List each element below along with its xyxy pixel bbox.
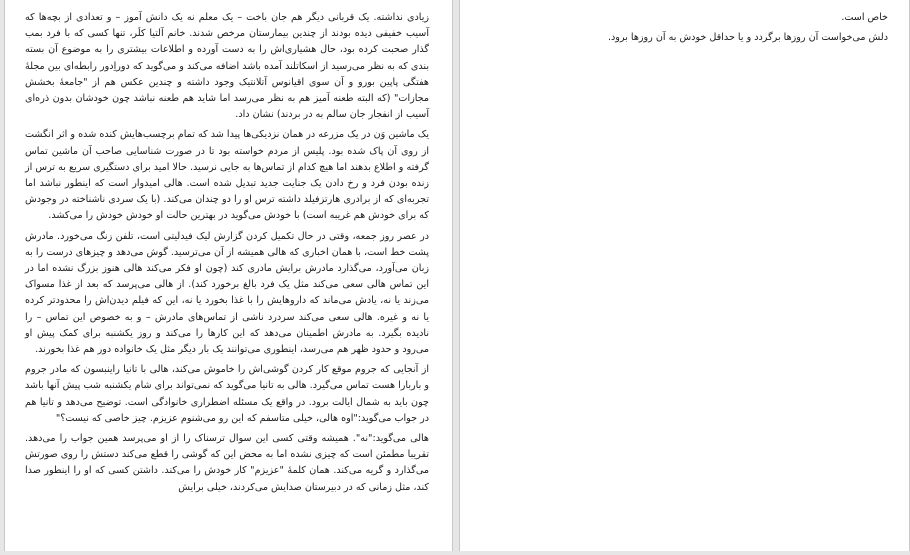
left-page (4, 0, 453, 551)
paragraph: یک ماشین وَن در یک مزرعه در همان نزدیکی‌ها پیدا شد که تمام برچسب‌هایش کنده شده و اثر انگشت از روی آن پاک شده بود. پلیس از مردم خواسته بود تا در صورت شناسایی صاحب آن ماشین تماس گرفته و اطلاع بدهند اما هیچ کدام از تماس‌ها به جایی نرسید. حالا امید برای دستگیری سریع به ترس از زنده بودن فرد و رخ دادن یک جنایت جدید تبدیل شده است. هالی امیدوار است که اینطور نباشد اما تجربه‌ای که از برادری هارتزفیلد داشته ترس او را دو چندان می‌کند. (با یک سردی ناشناخته در وجودش که برای خودش هم غریبه است) با خودش می‌گوید در بهترین حالت او خودش خودش را می‌کشد. (25, 129, 429, 222)
paragraph: زیادی نداشته. یک قربانی دیگر هم جان باخت – یک معلم نه یک دانش آموز – و تعدادی از بچه‌ها که آسیب خفیفی دیده بودند از چندین بیمارستان مرخص شدند. خانم آلتیا کلَر، تنها کسی که با فرد بمب گذار صحبت کرده بود، حال هشیاری‌اش را به دست آورده و اطلاعات بیشتری را به موضوع آن بسته بندی که به نظر می‌رسید از اسکاتلند آمده باشد اضافه می‌کند و می‌گوید که دوراِدور رابطه‌ای بین مجلهٔ هفتگی پاپین بورو و آن سوی اقیانوس آتلانتیک وجود داشته و چندین عکس هم از "جامعهٔ بخشش مجازات" (که البته طعنه آمیز هم به نظر می‌رسد اما شاید هم طعنه نباشد چون خودشان بدون ذره‌ای آسیب از انفجار جان سالم به در بردند) نشان داد. (25, 12, 429, 121)
paragraph: خاص است. (841, 12, 888, 23)
paragraph: هالی می‌گوید:"نه". همیشه وقتی کسی این سوال ترسناک را از او می‌پرسد همین جواب را می‌دهد. تقریبا مطمئن است که چیزی نشده اما به محض این که گوشی را قطع می‌کند دستش را روی صورتش می‌گذارد و گریه می‌کند. همان کلمهٔ "عزیزم" کار خودش را می‌کند. داشتن کسی که او را اینطور صدا کند، مثل زمانی که در دبیرستان صدایش می‌کردند، خیلی برایش (25, 433, 429, 493)
left-page-text (25, 10, 429, 500)
paragraph: از آنجایی که جروم موقع کار کردن گوشی‌اش را خاموش می‌کند، هالی با تانیا راینبسون که مادر جروم و باربارا هست تماس می‌گیرد. هالی به تانیا می‌گوید که نمی‌تواند برای شام یکشنبه شب پیش آنها باشد چون باید به شمال ایالت برود. در واقع یک مسئله اضطراری خانوادگی است. توضیح می‌دهد و تانیا هم در جواب می‌گوید:"اوه هالی، خیلی متاسفم که این رو می‌شنوم عزیزم. چیز خاصی که نیست؟" (25, 364, 429, 424)
right-page-text (476, 10, 888, 50)
right-page (459, 0, 910, 551)
paragraph: در عصر روز جمعه، وقتی در حال تکمیل کردن گزارش لیک فیدلیتی است، تلفن زنگ می‌خورد. مادرش پشت خط است، با همان اخباری که هالی همیشه از آن می‌ترسید. گوش می‌دهد و چیزهای درست را به زبان می‌آورد، می‌گذارد مادرش برایش مادری کند (چون او فکر می‌کند هالی هنوز بزرگ نشده اما در این تماس هالی سعی می‌کند مثل یک فرد بالغ برخورد کند). از هالی می‌پرسد که بعد از غذا مسواک می‌زند یا نه، یادش می‌ماند که داروهایش را با غذا بخورد یا نه، این که فیلم دیدن‌اش را محدودتر کرده یا نه و غیره. هالی سعی می‌کند سردرد ناشی از تماس‌های مادرش – و به خصوص این تماس – را نادیده بگیرد. به مادرش اطمینان می‌دهد که این کارها را می‌کند و روز یکشنبه برای کمک پیش او می‌رود و حدود ظهر هم می‌رسد، اینطوری می‌توانند یک بار دیگر مثل یک خانواده دور هم غذا بخورند. (25, 230, 429, 356)
paragraph: دلش می‌خواست آن روزها برگردد و یا حداقل خودش به آن روزها برود. (607, 32, 888, 44)
